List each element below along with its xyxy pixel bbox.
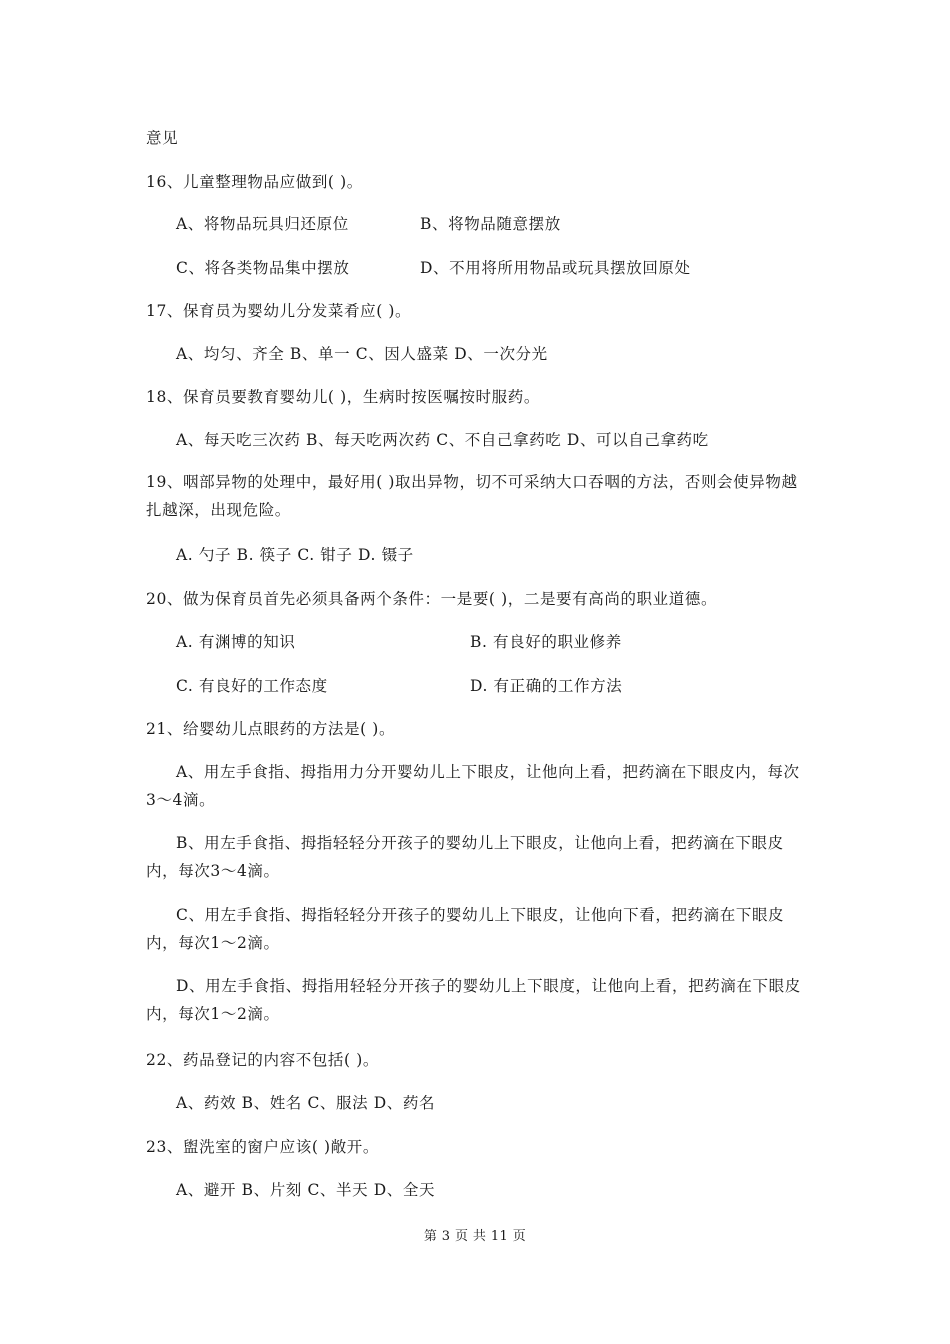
question-23-stem: 23、盥洗室的窗户应该( )敞开。 (146, 1138, 379, 1156)
question-16-option-a: A、将物品玩具归还原位 (176, 215, 349, 233)
question-20-stem: 20、做为保育员首先必须具备两个条件：一是要( )，二是要有高尚的职业道德。 (146, 590, 718, 608)
question-17-stem: 17、保育员为婴幼儿分发菜肴应( )。 (146, 302, 412, 320)
question-20-option-d: D. 有正确的工作方法 (470, 677, 623, 695)
question-23-options: A、避开 B、片刻 C、半天 D、全天 (176, 1181, 436, 1199)
continued-text: 意见 (146, 129, 179, 147)
question-21-stem: 21、给婴幼儿点眼药的方法是( )。 (146, 720, 396, 738)
question-21-option-c: C、用左手食指、拇指轻轻分开孩子的婴幼儿上下眼皮，让他向下看，把药滴在下眼皮内，每次1～2滴。 (146, 906, 785, 952)
question-17-options: A、均匀、齐全 B、单一 C、因人盛菜 D、一次分光 (176, 345, 548, 363)
question-21-option-a: A、用左手食指、拇指用力分开婴幼儿上下眼皮，让他向上看，把药滴在下眼皮内，每次3～4滴。 (146, 763, 800, 809)
question-22-options: A、药效 B、姓名 C、服法 D、药名 (176, 1094, 436, 1112)
question-18-stem: 18、保育员要教育婴幼儿( )，生病时按医嘱按时服药。 (146, 388, 540, 406)
question-22-stem: 22、药品登记的内容不包括( )。 (146, 1051, 379, 1069)
question-16-stem: 16、儿童整理物品应做到( )。 (146, 173, 363, 191)
question-20-option-c: C. 有良好的工作态度 (176, 677, 328, 695)
question-21-option-b: B、用左手食指、拇指轻轻分开孩子的婴幼儿上下眼皮，让他向上看，把药滴在下眼皮内，每次3～4滴。 (146, 834, 784, 880)
page-footer: 第 3 页 共 11 页 (423, 1229, 527, 1244)
question-20-option-a: A. 有渊博的知识 (176, 633, 296, 651)
question-16-option-c: C、将各类物品集中摆放 (176, 259, 350, 277)
question-21-option-d: D、用左手食指、拇指用轻轻分开孩子的婴幼儿上下眼度，让他向上看，把药滴在下眼皮内，每次1～2滴。 (146, 977, 801, 1023)
question-18-options: A、每天吃三次药 B、每天吃两次药 C、不自己拿药吃 D、可以自己拿药吃 (176, 431, 709, 449)
question-19-stem: 19、咽部异物的处理中，最好用( )取出异物，切不可采纳大口吞咽的方法，否则会使异物越扎越深，出现危险。 (146, 473, 798, 519)
question-16-option-b: B、将物品随意摆放 (420, 215, 561, 233)
question-20-option-b: B. 有良好的职业修养 (470, 633, 622, 651)
question-19-options: A. 勺子 B. 筷子 C. 钳子 D. 镊子 (176, 546, 414, 564)
question-16-option-d: D、不用将所用物品或玩具摆放回原处 (420, 259, 691, 277)
